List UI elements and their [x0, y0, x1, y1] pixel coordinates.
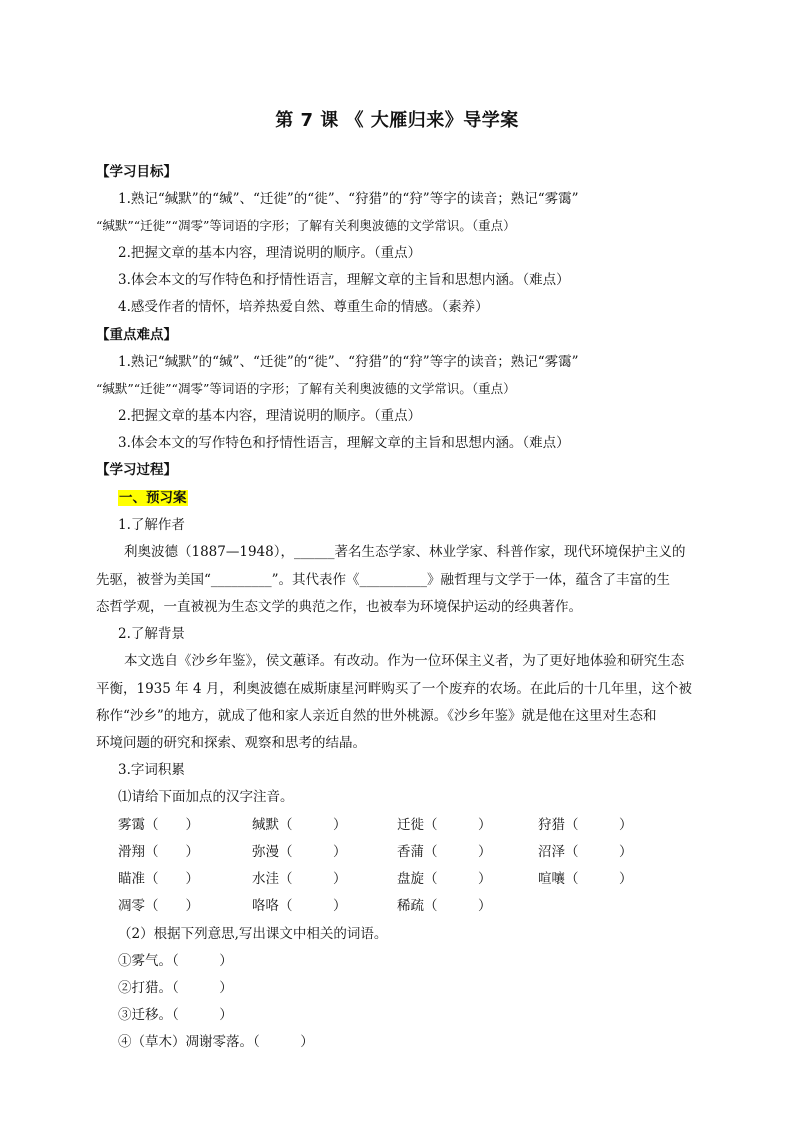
section-preview	[118, 488, 188, 508]
background-line: 称作“沙乡”的地方，就成了他和家人亲近自然的世外桃源。《沙乡年鉴》就是他在这里对生态和	[96, 708, 657, 724]
goals-header: 【学习目标】	[96, 164, 177, 180]
background-line: 平衡，1935 年 4 月，利奥波德在威斯康星河畔购买了一个废弃的农场。在此后的十几年里，这个被	[96, 681, 692, 697]
pinyin-item: 沼泽（ ）	[538, 844, 633, 860]
goal-line: 1.熟记“缄默”的“缄”、“迁徙”的“徙”、“狩猎”的“狩”等字的读音；熟记“雾霭”	[118, 191, 579, 207]
pinyin-item: 雾霭（ ）	[118, 817, 199, 833]
key-point-line: 2.把握文章的基本内容，理清说明的顺序。（重点）	[118, 408, 422, 424]
pinyin-item: 盘旋（ ）	[397, 871, 492, 887]
key-point-line: 1.熟记“缄默”的“缄”、“迁徙”的“徙”、“狩猎”的“狩”等字的读音；熟记“雾霭”	[118, 354, 579, 370]
pinyin-item: 滑翔（ ）	[118, 844, 199, 860]
page-title: 第 7 课 《 大雁归来》导学案	[275, 110, 519, 131]
pinyin-item: 凋零（ ）	[118, 898, 199, 914]
pinyin-item: 瞄准（ ）	[118, 871, 199, 887]
pinyin-prompt: ⑴请给下面加点的汉字注音。	[118, 789, 294, 805]
pinyin-item: 迁徙（ ）	[397, 817, 492, 833]
meaning-item: ③迁移。（ ）	[118, 1007, 233, 1023]
background-line: 环境问题的研究和探索、观察和思考的结晶。	[96, 735, 366, 751]
goal-line: 4.感受作者的情怀，培养热爱自然、尊重生命的情感。（素养）	[118, 299, 489, 315]
meaning-item: ①雾气。（ ）	[118, 953, 233, 969]
author-line: 利奥波德（1887—1948），______著名生态学家、林业学家、科普作家，现代环境保护主义的	[124, 544, 686, 560]
author-line: 态哲学观，一直被视为生态文学的典范之作，也被奉为环境保护运动的经典著作。	[96, 599, 582, 615]
pinyin-item: 弥漫（ ）	[252, 844, 347, 860]
author-title: 1.了解作者	[118, 517, 185, 533]
pinyin-item: 喧嚷（ ）	[538, 871, 633, 887]
meaning-item: ④（草木）凋谢零落。（ ）	[118, 1034, 314, 1050]
key-points-header: 【重点难点】	[96, 327, 177, 343]
key-point-line: “缄默”“迁徙”“凋零”等词语的字形；了解有关利奥波德的文学常识。（重点）	[96, 381, 516, 396]
background-line: 本文选自《沙乡年鉴》，侯文蕙译。有改动。作为一位环保主义者，为了更好地体验和研究生态	[124, 653, 685, 669]
words-title: 3.字词积累	[118, 762, 185, 778]
background-title: 2.了解背景	[118, 626, 185, 642]
goal-line: “缄默”“迁徙”“凋零”等词语的字形；了解有关利奥波德的文学常识。（重点）	[96, 218, 516, 233]
pinyin-item: 稀疏（ ）	[397, 898, 492, 914]
pinyin-item: 缄默（ ）	[252, 817, 347, 833]
meaning-prompt: （2）根据下列意思,写出课文中相关的词语。	[118, 926, 388, 942]
key-point-line: 3.体会本文的写作特色和抒情性语言，理解文章的主旨和思想内涵。（难点）	[118, 435, 570, 451]
pinyin-item: 咯咯（ ）	[252, 898, 347, 914]
pinyin-item: 狩猎（ ）	[538, 817, 633, 833]
process-header: 【学习过程】	[96, 462, 177, 478]
section-preview-label: 一、预习案	[119, 490, 187, 506]
pinyin-item: 香蒲（ ）	[397, 844, 492, 860]
author-line: 先驱，被誉为美国“_________”。其代表作《__________》融哲理与文学于一体，蕴含了丰富的生	[96, 572, 671, 588]
goal-line: 2.把握文章的基本内容，理清说明的顺序。（重点）	[118, 245, 422, 261]
goal-line: 3.体会本文的写作特色和抒情性语言，理解文章的主旨和思想内涵。（难点）	[118, 272, 570, 288]
pinyin-item: 水洼（ ）	[252, 871, 347, 887]
meaning-item: ②打猎。（ ）	[118, 980, 233, 996]
